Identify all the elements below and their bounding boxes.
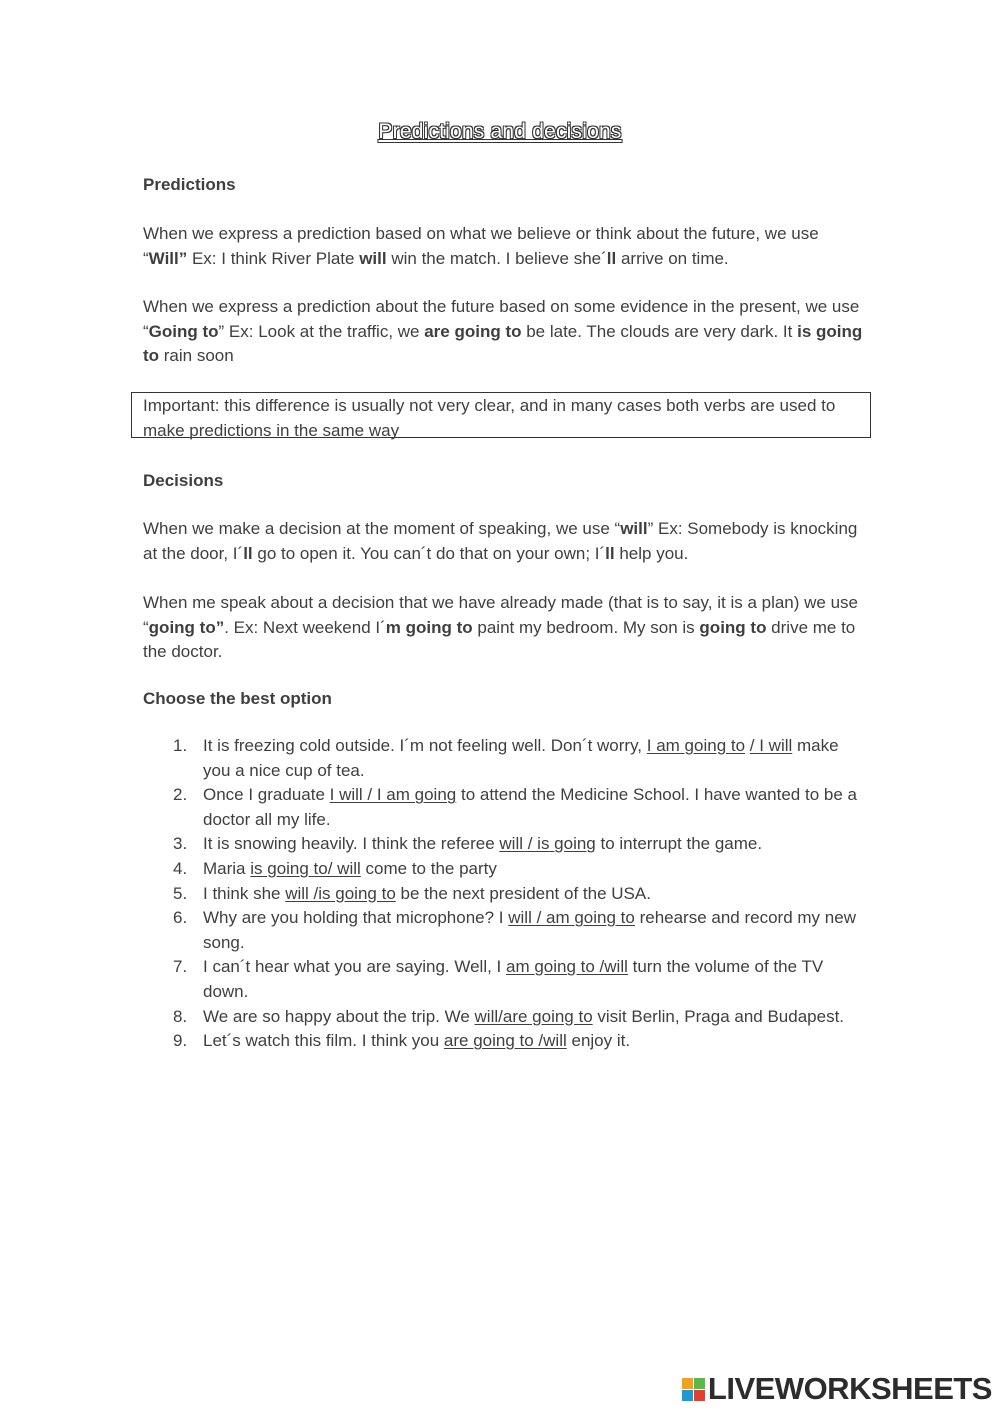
important-note-box: Important: this difference is usually not very clear, and in many cases both verbs are used to make predictions in the same way bbox=[131, 392, 871, 438]
emphasis-text: Going to bbox=[148, 321, 219, 341]
exercise-item bbox=[143, 955, 863, 1004]
exercise-item bbox=[143, 882, 863, 907]
text-run: Once I graduate bbox=[203, 785, 330, 805]
text-run: to interrupt the game. bbox=[595, 834, 763, 854]
exercise-item-number: 8. bbox=[173, 1006, 188, 1026]
emphasis-text: are going to bbox=[424, 321, 522, 341]
text-run: enjoy it. bbox=[566, 1031, 631, 1051]
text-run: We are so happy about the trip. We bbox=[203, 1006, 475, 1026]
exercise-item-number: 5. bbox=[173, 883, 188, 903]
emphasis-text: going to” bbox=[148, 617, 225, 637]
text-run: go to open it. You can´t do that on your own; I´ bbox=[252, 543, 606, 563]
exercise-item-number: 1. bbox=[173, 736, 188, 755]
text-run: visit Berlin, Praga and Budapest. bbox=[592, 1006, 845, 1026]
exercise-item-number: 6. bbox=[173, 908, 188, 928]
answer-option[interactable]: will / am going to bbox=[508, 908, 635, 928]
exercise-item bbox=[143, 906, 863, 955]
exercise-item bbox=[143, 783, 863, 832]
exercise-item bbox=[143, 734, 863, 783]
text-run: make you a nice cup of tea. bbox=[203, 736, 839, 780]
text-run: come to the party bbox=[360, 858, 497, 878]
emphasis-text: ll bbox=[606, 248, 617, 268]
answer-option[interactable]: is going to/ will bbox=[250, 858, 361, 878]
exercise-item-number: 3. bbox=[173, 834, 188, 854]
exercise-item bbox=[143, 832, 863, 857]
text-run: turn the volume of the TV down. bbox=[203, 957, 824, 1001]
text-run: to attend the Medicine School. I have wanted to be a doctor all my life. bbox=[203, 785, 857, 829]
answer-option[interactable]: / I will bbox=[749, 736, 793, 755]
liveworksheets-logo-icon bbox=[682, 1378, 705, 1401]
text-run: Ex: I think River Plate bbox=[187, 248, 360, 268]
text-run: Let´s watch this film. I think you bbox=[203, 1031, 444, 1051]
exercise-list bbox=[143, 734, 863, 1054]
text-run: When we make a decision at the moment of speaking, we use “ bbox=[143, 519, 621, 538]
text-run: win the match. I believe she´ bbox=[386, 248, 607, 268]
logo-square bbox=[694, 1390, 705, 1401]
text-run: Maria bbox=[203, 858, 251, 878]
text-run: rain soon bbox=[159, 346, 234, 365]
emphasis-text: Will” bbox=[148, 248, 188, 268]
text-run: paint my bedroom. My son is bbox=[472, 617, 700, 637]
exercise-item bbox=[143, 1005, 863, 1030]
decisions-paragraph-will bbox=[143, 517, 863, 566]
logo-square bbox=[694, 1378, 705, 1389]
predictions-paragraph-will bbox=[143, 222, 863, 271]
text-run: be late. The clouds are very dark. It bbox=[521, 321, 798, 341]
answer-option[interactable]: will /is going to bbox=[285, 883, 396, 903]
emphasis-text: ll bbox=[605, 543, 615, 563]
text-run: When we express a prediction based on what we believe or think about the future, we use “ bbox=[143, 224, 819, 268]
text-run: It is freezing cold outside. I´m not feeling well. Don´t worry, bbox=[203, 736, 647, 755]
exercise-item-number: 2. bbox=[173, 785, 188, 805]
exercise-item-number: 9. bbox=[173, 1031, 188, 1051]
predictions-heading: Predictions bbox=[143, 175, 236, 194]
exercise-item-number: 4. bbox=[173, 858, 188, 878]
emphasis-text: will bbox=[620, 519, 648, 538]
emphasis-text: going to bbox=[699, 617, 767, 637]
text-run: . Ex: Next weekend I´ bbox=[224, 617, 386, 637]
text-run: I can´t hear what you are saying. Well, I bbox=[203, 957, 506, 977]
liveworksheets-brand bbox=[682, 1371, 992, 1407]
logo-square bbox=[682, 1390, 693, 1401]
decisions-paragraph-going-to bbox=[143, 591, 863, 665]
answer-option[interactable]: are going to /will bbox=[443, 1031, 567, 1051]
emphasis-text: will bbox=[359, 248, 387, 268]
exercise-item-number: 7. bbox=[173, 957, 188, 977]
answer-option[interactable]: I am going to bbox=[646, 736, 746, 755]
text-run: When me speak about a decision that we have already made (that is to say, it is a plan) we use “ bbox=[143, 593, 859, 637]
exercise-heading: Choose the best option bbox=[143, 689, 332, 708]
exercise-item bbox=[143, 1029, 863, 1054]
text-run: Why are you holding that microphone? I bbox=[203, 908, 509, 928]
answer-option[interactable]: am going to /will bbox=[506, 957, 628, 977]
text-run: be the next president of the USA. bbox=[395, 883, 651, 903]
text-run: When we express a prediction about the future based on some evidence in the present, we use “ bbox=[143, 297, 860, 341]
text-run: drive me to the doctor. bbox=[143, 617, 856, 661]
text-run: ” Ex: Somebody is knocking at the door, I´ bbox=[143, 519, 858, 563]
predictions-paragraph-going-to bbox=[143, 295, 863, 369]
text-run: ” Ex: Look at the traffic, we bbox=[218, 321, 425, 341]
logo-square bbox=[682, 1378, 693, 1389]
text-run: arrive on time. bbox=[616, 248, 729, 268]
page-title: Predictions and decisions bbox=[378, 120, 622, 143]
exercise-item bbox=[143, 857, 863, 882]
answer-option[interactable]: will / is going bbox=[499, 834, 596, 854]
answer-option[interactable]: I will / I am going bbox=[329, 785, 457, 805]
brand-name: LIVEWORKSHEETS bbox=[707, 1371, 992, 1406]
text-run: help you. bbox=[614, 543, 689, 563]
answer-option[interactable]: will/are going to bbox=[474, 1006, 593, 1026]
text-run: rehearse and record my new song. bbox=[203, 908, 856, 952]
decisions-heading: Decisions bbox=[143, 471, 224, 490]
text-run: I think she bbox=[203, 883, 286, 903]
emphasis-text: ll bbox=[243, 543, 253, 563]
emphasis-text: is going to bbox=[143, 321, 863, 365]
text-run: It is snowing heavily. I think the referee bbox=[203, 834, 500, 854]
emphasis-text: m going to bbox=[385, 617, 473, 637]
